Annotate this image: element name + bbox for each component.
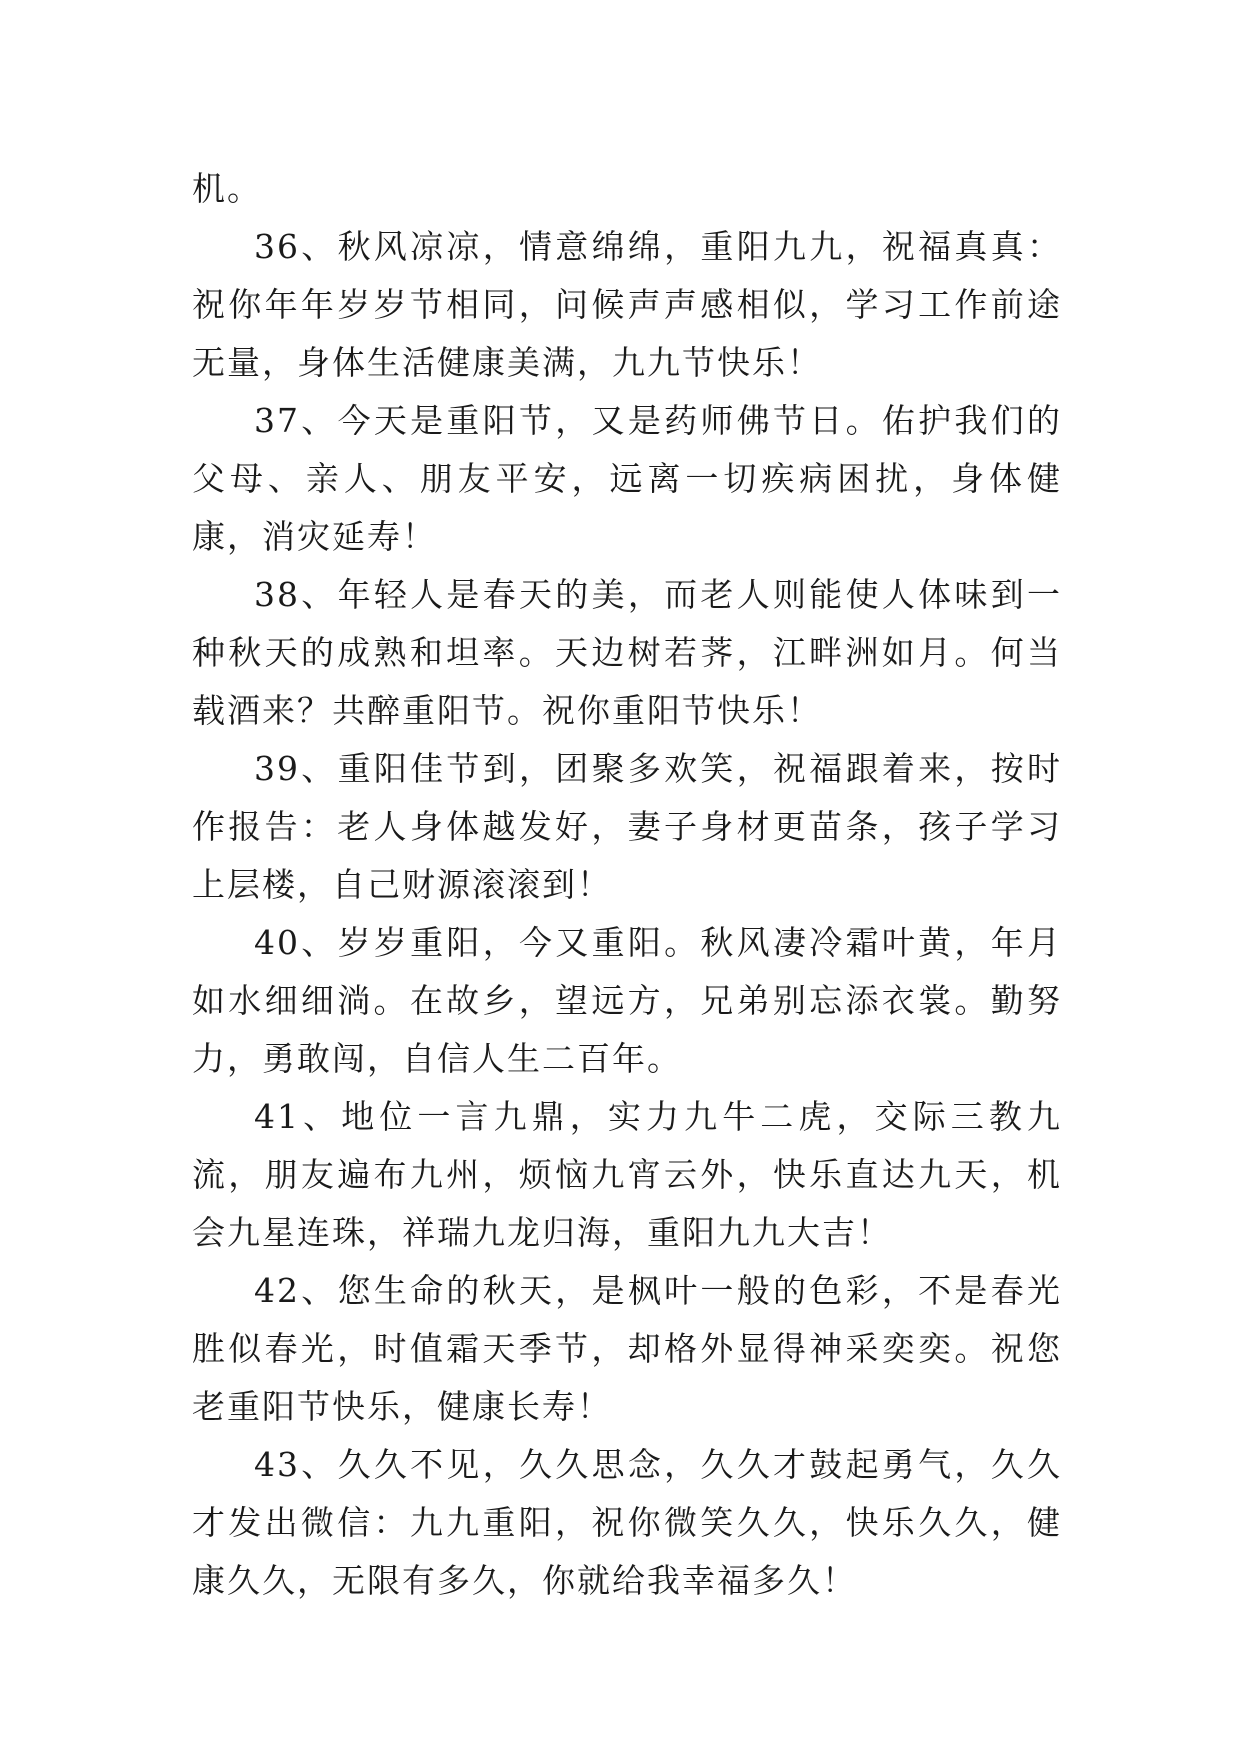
document-body bbox=[192, 160, 1062, 1610]
paragraph-40: 40、岁岁重阳，今又重阳。秋风凄冷霜叶黄，年月如水细细淌。在故乡，望远方，兄弟别忘添衣裳。勤努力，勇敢闯，自信人生二百年。 bbox=[192, 923, 1062, 1078]
paragraph-42: 42、您生命的秋天，是枫叶一般的色彩，不是春光胜似春光，时值霜天季节，却格外显得神采奕奕。祝您老重阳节快乐，健康长寿！ bbox=[192, 1271, 1062, 1426]
paragraph-41: 41、地位一言九鼎，实力九牛二虎，交际三教九流，朋友遍布九州，烦恼九宵云外，快乐直达九天，机会九星连珠，祥瑞九龙归海，重阳九九大吉！ bbox=[192, 1097, 1062, 1252]
paragraph-37: 37、今天是重阳节，又是药师佛节日。佑护我们的父母、亲人、朋友平安，远离一切疾病困扰，身体健康，消灾延寿！ bbox=[192, 401, 1062, 556]
paragraph-36: 36、秋风凉凉，情意绵绵，重阳九九，祝福真真：祝你年年岁岁节相同，问候声声感相似，学习工作前途无量，身体生活健康美满，九九节快乐！ bbox=[192, 227, 1062, 382]
paragraph-39: 39、重阳佳节到，团聚多欢笑，祝福跟着来，按时作报告：老人身体越发好，妻子身材更苗条，孩子学习上层楼，自己财源滚滚到！ bbox=[192, 749, 1062, 904]
paragraph-38: 38、年轻人是春天的美，而老人则能使人体味到一种秋天的成熟和坦率。天边树若荠，江畔洲如月。何当载酒来？共醉重阳节。祝你重阳节快乐！ bbox=[192, 575, 1062, 730]
paragraph-43: 43、久久不见，久久思念，久久才鼓起勇气，久久才发出微信：九九重阳，祝你微笑久久，快乐久久，健康久久，无限有多久，你就给我幸福多久！ bbox=[192, 1445, 1062, 1600]
paragraph-continuation: 机。 bbox=[192, 169, 262, 208]
